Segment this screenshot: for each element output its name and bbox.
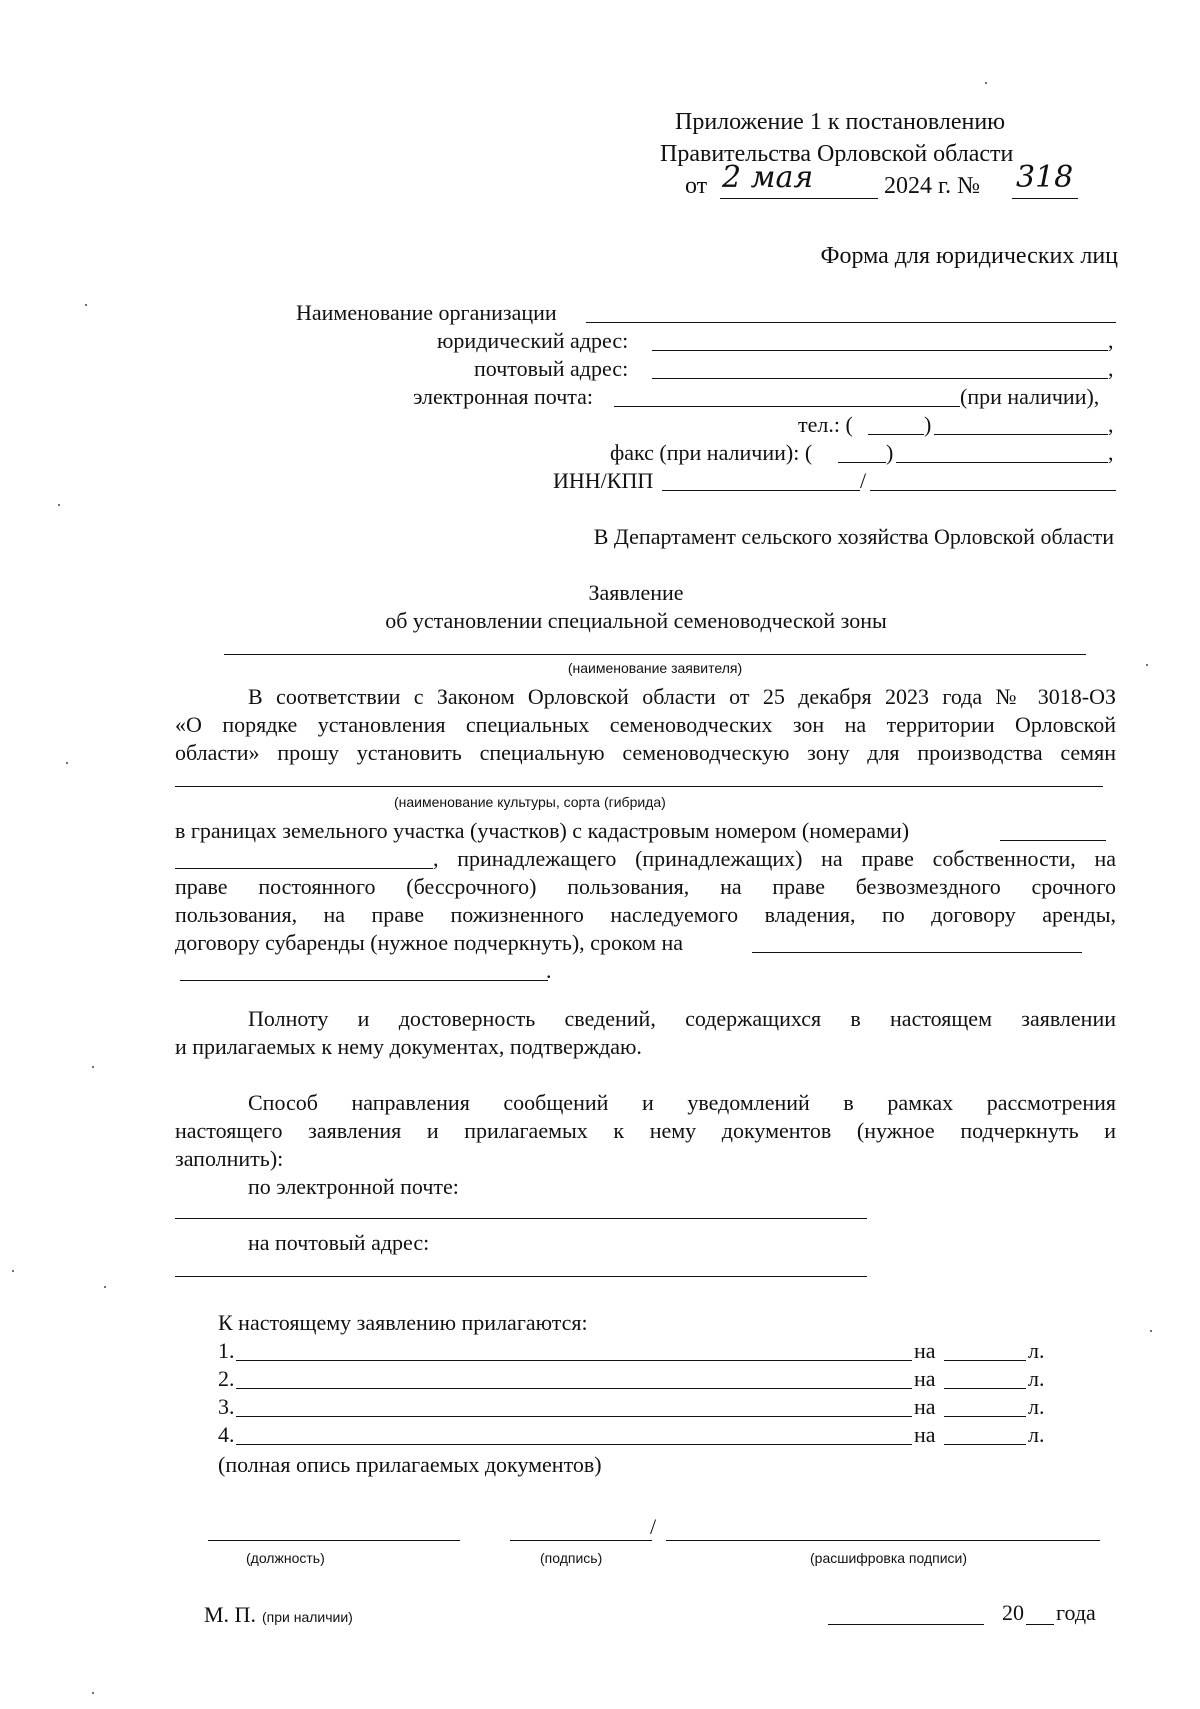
comma: , [1108,356,1114,381]
culture-field[interactable] [175,786,1103,787]
attachment-l: л. [1028,1338,1045,1363]
attachments-heading: К настоящему заявлению прилагаются: [218,1310,588,1335]
applicant-name-field[interactable] [224,654,1086,655]
document-title: Заявление [588,580,684,605]
stamp-place-note: (при наличии) [262,1609,353,1625]
scan-speck [985,82,987,84]
paragraph-line: В соответствии с Законом Орловской области от 25 декабря 2023 года № 3018-ОЗ [248,684,1116,709]
paragraph-line: пользования, на праве пожизненного наследуемого владения, по договору аренды, [175,902,1116,927]
handwritten-date: 2 мая [722,160,814,195]
date-underline [720,198,878,199]
applicant-caption: (наименование заявителя) [567,660,743,676]
header-appendix-line: Приложение 1 к постановлению [675,109,1006,135]
attachment-field[interactable] [236,1416,912,1417]
email-suffix: (при наличии), [960,384,1100,409]
attachment-number: 3. [218,1394,235,1419]
term-end-period: . [546,958,552,983]
paragraph-line: и прилагаемых к нему документах, подтверждаю. [175,1034,642,1059]
inn-kpp-separator: / [860,468,867,493]
paragraph-line: Способ направления сообщений и уведомлений в рамках рассмотрения [248,1090,1116,1115]
legal-address-field[interactable] [652,350,1108,351]
scan-speck [92,1066,94,1068]
by-post-label: на почтовый адрес: [248,1230,430,1255]
attachment-pages-field[interactable] [944,1360,1026,1361]
number-underline [1012,198,1078,199]
email-delivery-field[interactable] [175,1218,867,1219]
scan-speck [92,1692,94,1694]
signature-decode-caption: (расшифровка подписи) [810,1550,968,1566]
fax-label: факс (при наличии): ( [610,440,813,465]
org-name-field[interactable] [586,322,1116,323]
attachment-na: на [914,1422,936,1447]
cadastral-number-field[interactable] [1000,840,1106,841]
attachment-number: 1. [218,1338,235,1363]
position-caption: (должность) [246,1550,325,1566]
signature-slash: / [650,1514,657,1539]
attachment-l: л. [1028,1366,1045,1391]
stamp-place-label: М. П. [204,1602,256,1627]
scan-speck [1146,664,1148,666]
attachment-l: л. [1028,1394,1045,1419]
attachment-field[interactable] [236,1360,912,1361]
attachment-pages-field[interactable] [944,1388,1026,1389]
scan-speck [12,1270,14,1272]
header-year-number: 2024 г. № [884,173,981,199]
postal-address-field[interactable] [652,378,1108,379]
form-type-label: Форма для юридических лиц [820,243,1118,269]
date-field[interactable] [828,1624,984,1625]
attachment-l: л. [1028,1422,1045,1447]
comma: , [1108,328,1114,353]
document-subtitle: об установлении специальной семеноводческой зоны [385,608,887,633]
inn-kpp-label: ИНН/КПП [553,468,654,493]
paragraph-line: «О порядке установления специальных семеноводческих зон на территории Орловской [175,712,1116,737]
term-field[interactable] [752,952,1082,953]
position-field[interactable] [208,1540,460,1541]
scan-speck [1150,1330,1152,1332]
handwritten-number: 318 [1016,160,1074,195]
fax-code-field[interactable] [838,462,886,463]
year-suffix: года [1056,1600,1096,1625]
attachments-note: (полная опись прилагаемых документов) [218,1452,602,1477]
attachment-number: 2. [218,1366,235,1391]
kpp-field[interactable] [870,490,1116,491]
culture-caption: (наименование культуры, сорта (гибрида) [394,794,666,810]
comma: , [1108,412,1114,437]
phone-paren: ) [924,412,932,437]
fax-number-field[interactable] [896,462,1108,463]
paragraph-line: настоящего заявления и прилагаемых к нему документов (нужное подчеркнуть и [175,1118,1116,1143]
attachment-na: на [914,1338,936,1363]
postal-address-label: почтовый адрес: [474,356,629,381]
attachment-field[interactable] [236,1388,912,1389]
by-email-label: по электронной почте: [248,1174,459,1199]
cadastral-number-field-cont[interactable] [175,868,433,869]
fax-paren: ) [886,440,894,465]
attachment-number: 4. [218,1422,235,1447]
paragraph-line: договору субаренды (нужное подчеркнуть), сроком на [175,930,684,955]
phone-code-field[interactable] [868,434,924,435]
org-name-label: Наименование организации [296,300,557,325]
phone-label: тел.: ( [798,412,853,437]
signature-decode-field[interactable] [666,1540,1100,1541]
attachment-pages-field[interactable] [944,1444,1026,1445]
paragraph-line: , принадлежащего (принадлежащих) на праве собственности, на [433,846,1116,871]
attachment-field[interactable] [236,1444,912,1445]
year-field[interactable] [1026,1624,1054,1625]
scan-speck [58,504,60,506]
email-label: электронная почта: [413,384,594,409]
phone-number-field[interactable] [934,434,1108,435]
paragraph-line: Полноту и достоверность сведений, содержащихся в настоящем заявлении [248,1006,1116,1031]
scan-speck [66,762,68,764]
legal-address-label: юридический адрес: [437,328,629,353]
attachment-na: на [914,1366,936,1391]
year-prefix: 20 [1002,1600,1024,1625]
attachment-pages-field[interactable] [944,1416,1026,1417]
postal-delivery-field[interactable] [175,1276,867,1277]
inn-field[interactable] [662,490,860,491]
term-field-cont[interactable] [180,980,548,981]
scan-speck [104,1286,106,1288]
signature-caption: (подпись) [540,1550,603,1566]
paragraph-line: области» прошу установить специальную семеноводческую зону для производства семян [175,740,1116,765]
email-field[interactable] [614,406,960,407]
signature-field[interactable] [510,1540,652,1541]
paragraph-line: праве постоянного (бессрочного) пользования, на праве безвозмездного срочного [175,874,1116,899]
recipient-line: В Департамент сельского хозяйства Орловской области [593,524,1114,549]
header-date-prefix: от [685,173,708,199]
header-government-line: Правительства Орловской области [660,141,1014,167]
paragraph-line: заполнить): [175,1146,284,1171]
scan-speck [85,304,87,306]
paragraph-line: в границах земельного участка (участков) с кадастровым номером (номерами) [175,818,910,843]
attachment-na: на [914,1394,936,1419]
comma: , [1108,440,1114,465]
